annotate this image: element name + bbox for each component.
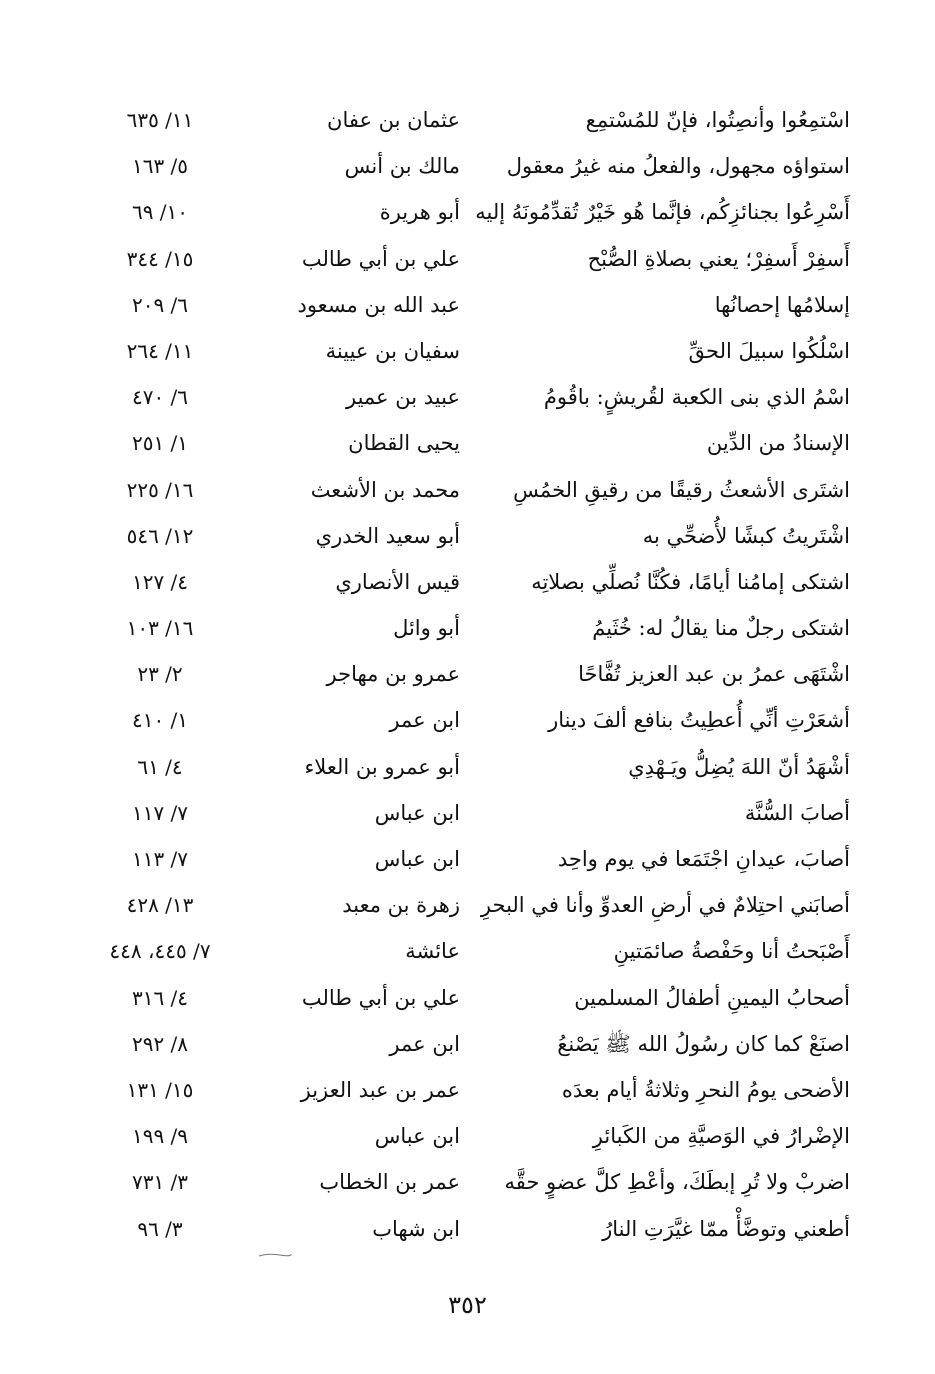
volume-page-reference: ٣/ ٧٣١	[131, 1170, 189, 1195]
narrator-name: محمد بن الأشعث	[310, 477, 460, 502]
narrator-name: عمر بن عبد العزيز	[300, 1077, 460, 1102]
index-row	[90, 605, 850, 651]
quote-text: اشتكى إمامُنا أيامًا، فكُنَّا نُصلِّي بصلاتِه	[531, 569, 850, 594]
index-row	[90, 189, 850, 235]
narrator-name: زهرة بن معبد	[342, 893, 460, 918]
narrator-name: أبو عمرو بن العلاء	[304, 754, 460, 779]
volume-page-reference: ١٥/ ٣٤٤	[126, 246, 194, 271]
pen-mark	[258, 1252, 292, 1258]
index-row	[90, 1067, 850, 1113]
narrator-name: علي بن أبي طالب	[301, 246, 460, 271]
volume-page-reference: ٩/ ١٩٩	[131, 1124, 189, 1149]
narrator-name: أبو هريرة	[379, 200, 460, 225]
index-row	[90, 928, 850, 974]
narrator-name: ابن عمر	[389, 708, 460, 733]
index-row	[90, 882, 850, 928]
index-row	[90, 467, 850, 513]
narrator-name: عثمان بن عفان	[327, 108, 460, 132]
index-row	[90, 1206, 850, 1252]
quote-text: اشتَرى الأشعثُ رقيقًا من رقيقِ الخمُسِ	[513, 477, 850, 502]
volume-page-reference: ٤/ ٣١٦	[131, 985, 189, 1010]
narrator-name: يحيى القطان	[348, 431, 460, 456]
narrator-name: عائشة	[405, 939, 460, 964]
quote-text: أشعَرْتِ أنِّي أُعطِيتُ بنافع ألفَ دينار	[548, 708, 850, 733]
index-row	[90, 282, 850, 328]
volume-page-reference: ١٦/ ١٠٣	[126, 616, 194, 641]
quote-text: اسْتمِعُوا وأنصِتُوا، فإنّ للمُسْتمِع	[585, 108, 850, 132]
index-row	[90, 328, 850, 374]
quote-text: اصنَعْ كما كان رسُولُ الله ﷺ يَصْنعُ	[557, 1031, 850, 1056]
volume-page-reference: ٦/ ٤٧٠	[131, 385, 189, 410]
narrator-name: ابن عباس	[374, 800, 460, 825]
volume-page-reference: ٨/ ٢٩٢	[131, 1031, 189, 1056]
volume-page-reference: ١١/ ٦٣٥	[126, 108, 194, 132]
volume-page-reference: ٥/ ١٦٣	[131, 154, 189, 179]
narrator-name: عمر بن الخطاب	[319, 1170, 460, 1195]
quote-text: أَسْرِعُوا بجنائزِكُم، فإنَّما هُو خَيْرٌ تُقدِّمُونَهُ إليه	[475, 200, 850, 225]
narrator-name: أبو سعيد الخدري	[315, 523, 460, 548]
index-row	[90, 559, 850, 605]
volume-page-reference: ١٠/ ٦٩	[131, 200, 189, 225]
volume-page-reference: ١٢/ ٥٤٦	[126, 523, 194, 548]
index-row	[90, 1021, 850, 1067]
quote-text: اضربْ ولا تُرِ إبطَكَ، وأعْطِ كلَّ عضوٍ حقَّه	[504, 1170, 850, 1195]
quote-text: الإسنادُ من الدِّين	[706, 431, 850, 456]
volume-page-reference: ٤/ ١٢٧	[131, 569, 189, 594]
index-row	[90, 975, 850, 1021]
narrator-name: عمرو بن مهاجر	[326, 662, 460, 687]
volume-page-reference: ٧/ ٤٤٥، ٤٤٨	[109, 939, 211, 964]
volume-page-reference: ٦/ ٢٠٩	[131, 292, 189, 317]
index-row	[90, 97, 850, 143]
volume-page-reference: ١٣/ ٤٢٨	[126, 893, 194, 918]
volume-page-reference: ١٥/ ١٣١	[126, 1077, 194, 1102]
index-row	[90, 374, 850, 420]
quote-text: الأضحى يومُ النحرِ وثلاثةُ أيام بعدَه	[561, 1077, 850, 1102]
narrator-name: قيس الأنصاري	[335, 569, 460, 594]
index-row	[90, 790, 850, 836]
quote-text: أشْهَدُ أنّ اللهَ يُضِلُّ ويَـهْدِي	[628, 754, 850, 779]
quote-text: أصابَني احتِلامٌ في أرضِ العدوِّ وأنا في البحرِ	[480, 893, 850, 918]
volume-page-reference: ٢/ ٢٣	[137, 662, 183, 687]
narrator-name: علي بن أبي طالب	[301, 985, 460, 1010]
quote-text: اسْلُكُوا سبيلَ الحقِّ	[688, 338, 850, 363]
index-row	[90, 420, 850, 466]
index-row	[90, 1159, 850, 1205]
index-row	[90, 236, 850, 282]
page-number: ٣٥٢	[448, 1291, 487, 1319]
quote-text: أَصْبَحتُ أنا وحَفْصةُ صائمَتينِ	[613, 939, 850, 964]
narrator-name: عبيد بن عمير	[345, 385, 460, 410]
narrator-name: ابن عمر	[389, 1031, 460, 1056]
narrator-name: ابن شهاب	[372, 1216, 460, 1241]
volume-page-reference: ٤/ ٦١	[137, 754, 183, 779]
volume-page-reference: ٣/ ٩٦	[137, 1216, 183, 1241]
quote-text: أصابَ السُّنَّة	[744, 800, 850, 825]
narrator-name: عبد الله بن مسعود	[297, 292, 460, 317]
quote-text: اسْمُ الذي بنى الكعبة لقُريشٍ: باقُومُ	[543, 385, 850, 410]
index-row	[90, 744, 850, 790]
quote-text: اشْتَهَى عمرُ بن عبد العزيز تُفَّاحًا	[578, 662, 850, 687]
volume-page-reference: ١١/ ٢٦٤	[126, 338, 194, 363]
index-row	[90, 697, 850, 743]
narrator-name: ابن عباس	[374, 1124, 460, 1149]
volume-page-reference: ١٦/ ٢٢٥	[126, 477, 194, 502]
index-row	[90, 651, 850, 697]
hadith-index-table	[90, 97, 850, 1252]
volume-page-reference: ١/ ٢٥١	[131, 431, 189, 456]
quote-text: أطعني وتوضَّأْ ممّا غيَّرَتِ النارُ	[602, 1216, 850, 1241]
index-row	[90, 513, 850, 559]
quote-text: إسلامُها إحصانُها	[714, 292, 850, 317]
volume-page-reference: ٧/ ١١٧	[131, 800, 189, 825]
quote-text: اشْتَريتُ كبشًا لأُضحِّي به	[642, 523, 850, 548]
narrator-name: ابن عباس	[374, 847, 460, 871]
index-row	[90, 143, 850, 189]
index-row	[90, 1113, 850, 1159]
volume-page-reference: ١/ ٤١٠	[131, 708, 189, 733]
narrator-name: سفيان بن عيينة	[325, 338, 460, 363]
quote-text: اشتكى رجلٌ منا يقالُ له: خُثَيمُ	[592, 616, 850, 641]
quote-text: أصحابُ اليمينِ أطفالُ المسلمين	[574, 985, 850, 1010]
volume-page-reference: ٧/ ١١٣	[131, 847, 189, 871]
quote-text: أصابَ، عيدانِ اجْتَمَعا في يوم واحِد	[557, 847, 850, 871]
quote-text: استواؤه مجهول، والفعلُ منه غيرُ معقول	[506, 154, 850, 179]
quote-text: الإضْرارُ في الوَصيَّةِ من الكَبائرِ	[592, 1124, 850, 1149]
quote-text: أَسفِرْ أَسفِرْ؛ يعني بصلاةِ الصُّبْح	[587, 246, 850, 271]
narrator-name: أبو وائل	[393, 616, 460, 641]
index-row	[90, 836, 850, 882]
narrator-name: مالك بن أنس	[344, 154, 460, 179]
